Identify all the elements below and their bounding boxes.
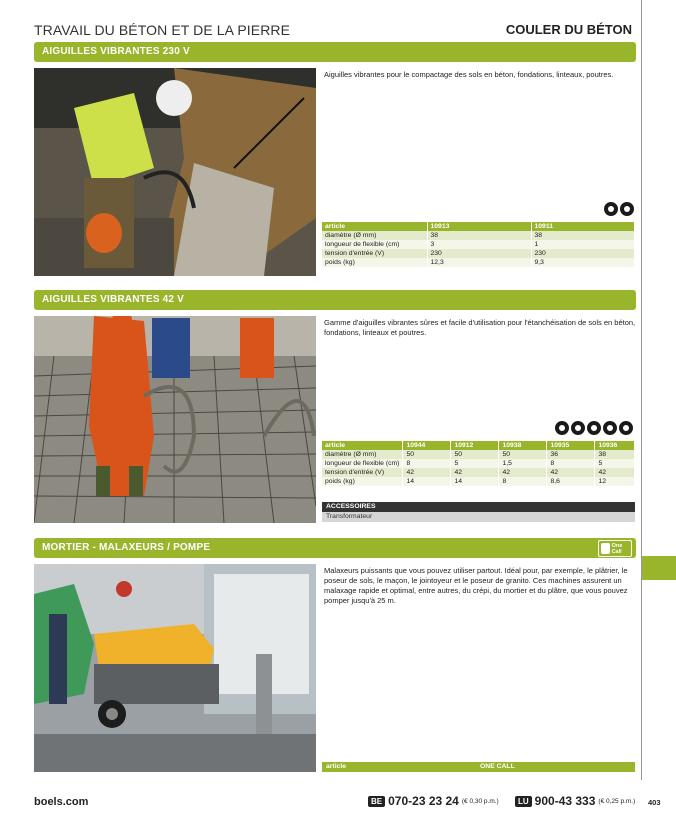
table-row [322,450,635,459]
column-header: article [322,441,403,450]
one-call-column-label: ONE CALL [480,763,515,770]
accessories-item: Transformateur [322,512,635,522]
one-call-badge [598,540,632,557]
usage-icons [604,202,634,216]
column-header: article [322,222,427,231]
table-cell: 5 [451,459,499,468]
hard-hat-icon [555,421,569,435]
table-cell: 12 [595,477,635,486]
section-title: AIGUILLES VIBRANTES 42 V [42,294,185,305]
table-cell: 38 [427,231,531,240]
column-header: 10911 [531,222,635,231]
table-cell: 5 [595,459,635,468]
section-bar-mortar-mixers [34,538,636,558]
table-cell: 50 [451,450,499,459]
table-cell: 8 [403,459,451,468]
table-cell: 8 [547,459,595,468]
table-cell: tension d'entrée (V) [322,468,403,477]
table-cell: 230 [427,249,531,258]
column-header: 10913 [427,222,531,231]
vibrator-icon [604,202,618,216]
column-header: 10912 [451,441,499,450]
section-bar-vibrating-230v [34,42,636,62]
table-cell: 3 [427,240,531,249]
country-code-be: BE [368,796,385,807]
accessories-header: ACCESSOIRES [322,502,635,512]
column-header: 10935 [547,441,595,450]
phone-number-be: 070-23 23 24 [388,794,459,808]
table-cell: 1 [531,240,635,249]
table-cell: 42 [451,468,499,477]
table-cell: 38 [595,450,635,459]
spec-table-42v [322,441,635,486]
helmet-icon [620,202,634,216]
photo-mortar-pump-machine [34,564,316,772]
article-label: article [326,763,347,770]
phone-belgium [368,794,499,808]
phone-luxembourg [515,794,635,808]
chapter-title: TRAVAIL DU BÉTON ET DE LA PIERRE [34,22,291,38]
spec-table-230v [322,222,635,267]
table-cell: 8,6 [547,477,595,486]
table-cell: 36 [547,450,595,459]
table-header-row [322,222,635,231]
table-cell: 14 [403,477,451,486]
page-footer [0,793,676,813]
table-header-row [322,441,635,450]
table-row [322,240,635,249]
table-cell: 50 [499,450,547,459]
photo-worker-vibrating-concrete [34,68,316,276]
section-heading: COULER DU BÉTON [505,22,632,37]
table-cell: 42 [499,468,547,477]
table-cell: diamètre (Ø mm) [322,231,427,240]
section-title: AIGUILLES VIBRANTES 230 V [42,46,190,57]
section-bar-vibrating-42v [34,290,636,310]
one-call-label: One Call [611,542,623,555]
rate-note-be: (€ 0,30 p.m.) [461,797,499,805]
section-description: Aiguilles vibrantes pour le compactage des sols en béton, fondations, linteaux, poutres. [324,70,614,79]
table-row [322,468,635,477]
column-header: 10944 [403,441,451,450]
country-code-lu: LU [515,796,532,807]
photo-workers-rebar-vibrators [34,316,316,523]
table-row [322,258,635,267]
table-cell: 38 [531,231,635,240]
table-row [322,231,635,240]
table-row [322,477,635,486]
website-link[interactable]: boels.com [34,796,89,808]
rate-note-lu: (€ 0,25 p.m.) [598,797,636,805]
helmet-icon [587,421,601,435]
section-title: MORTIER - MALAXEURS / POMPE [42,542,211,553]
table-cell: 42 [547,468,595,477]
vibrator-icon [571,421,585,435]
table-cell: 42 [403,468,451,477]
table-cell: 42 [595,468,635,477]
table-cell: 12,3 [427,258,531,267]
table-cell: longueur de flexible (cm) [322,240,427,249]
phone-icon [601,543,610,554]
table-cell: poids (kg) [322,258,427,267]
column-header: 10936 [595,441,635,450]
page-header [34,22,636,40]
phone-number-lu: 900-43 333 [534,794,596,808]
table-cell: 8 [499,477,547,486]
gloves-icon [603,421,617,435]
chapter-side-tab [642,556,676,580]
table-cell: 1,5 [499,459,547,468]
table-cell: 14 [451,477,499,486]
page-number: 403 [648,798,661,807]
usage-icons [555,421,633,435]
table-cell: 230 [531,249,635,258]
table-row [322,459,635,468]
table-cell: poids (kg) [322,477,403,486]
table-cell: longueur de flexible (cm) [322,459,403,468]
page-divider-line [641,0,642,780]
article-header-row [322,762,635,772]
column-header: 10938 [499,441,547,450]
table-cell: 50 [403,450,451,459]
table-cell: tension d'entrée (V) [322,249,427,258]
table-row [322,249,635,258]
ear-protection-icon [619,421,633,435]
table-cell: diamètre (Ø mm) [322,450,403,459]
table-cell: 9,3 [531,258,635,267]
section-description: Gamme d'aiguilles vibrantes sûres et facile d'utilisation pour l'étanchéisation de sols en béton, fondations, linteaux et poutres. [324,318,636,337]
section-description: Malaxeurs puissants que vous pouvez utiliser partout. Idéal pour, par exemple, le plâtrier, le poseur de sols, le maçon, le jointoyeur et le poseur de granito. Ces machines assurent un malaxage rapide et optimal, entre autres, du crépi, du mortier et du plâtre, que vous pouvez pomper jusqu'à 25 m. [324,566,628,605]
